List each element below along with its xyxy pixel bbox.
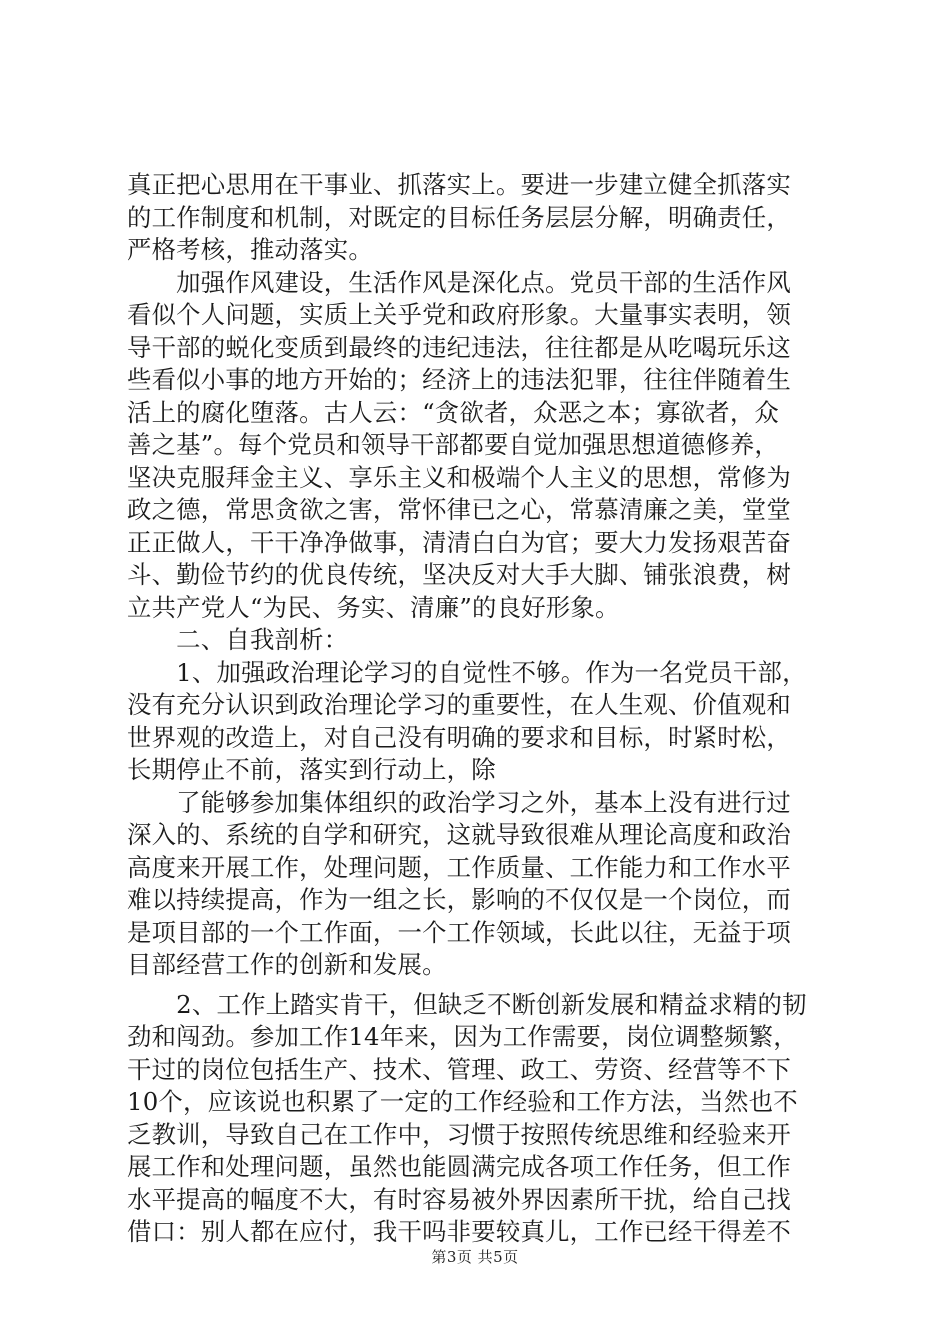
text-line: 立共产党人“为民、务实、清廉”的良好形象。 [127,592,620,622]
text-line: 些看似小事的地方开始的；经济上的违法犯罪，往往伴随着生 [127,365,791,394]
paragraph-spacer [127,982,837,989]
paragraph-point-1-continued [127,787,837,982]
text-line: 看似个人问题，实质上关乎党和政府形象。大量事实表明，领 [127,300,791,329]
text-line: 真正把心思用在干事业、抓落实上。要进一步建立健全抓落实 [127,170,791,199]
document-body [127,169,837,1249]
text-line: 2、工作上踏实肯干，但缺乏不断创新发展和精益求精的韧 [127,989,807,1019]
text-line: 展工作和处理问题，虽然也能圆满完成各项工作任务，但工作 [127,1152,791,1181]
text-line: 干过的岗位包括生产、技术、管理、政工、劳资、经营等不下 [127,1054,791,1084]
text-line: 深入的、系统的自学和研究，这就导致很难从理论高度和政治 [127,820,791,849]
paragraph-lifestyle [127,267,837,625]
text-line: 加强作风建设，生活作风是深化点。党员干部的生活作风 [127,267,791,297]
text-line: 了能够参加集体组织的政治学习之外，基本上没有进行过 [127,787,791,817]
section-heading-self-analysis [127,624,837,657]
text-line: 斗、勤俭节约的优良传统，坚决反对大手大脚、铺张浪费，树 [127,560,791,589]
paragraph-point-1 [127,657,837,787]
text-line: 目部经营工作的创新和发展。 [127,950,447,979]
text-line: 乏教训，导致自己在工作中，习惯于按照传统思维和经验来开 [127,1119,791,1149]
text-line: 的工作制度和机制，对既定的目标任务层层分解，明确责任， [127,202,791,232]
paragraph-closing-first [127,169,837,267]
text-line: 10个，应该说也积累了一定的工作经验和工作方法，当然也不 [127,1087,798,1116]
text-line: 严格考核，推动落实。 [127,235,373,264]
text-line: 劲和闯劲。参加工作14年来，因为工作需要，岗位调整频繁， [127,1022,798,1051]
text-line: 水平提高的幅度不大，有时容易被外界因素所干扰，给自己找 [127,1184,791,1214]
page-number-label: 第3页 共5页 [431,1248,519,1266]
text-line: 高度来开展工作，处理问题，工作质量、工作能力和工作水平 [127,852,791,882]
text-line: 活上的腐化堕落。古人云：“贪欲者，众恶之本；寡欲者，众 [127,397,780,427]
text-line: 世界观的改造上，对自己没有明确的要求和目标，时紧时松， [127,722,791,752]
text-line: 导干部的蜕化变质到最终的违纪违法，往往都是从吃喝玩乐这 [127,332,791,362]
text-line: 是项目部的一个工作面，一个工作领域，长此以往，无益于项 [127,917,791,947]
section-heading: 二、自我剖析： [127,625,349,654]
text-line: 坚决克服拜金主义、享乐主义和极端个人主义的思想，常修为 [127,462,791,492]
text-line: 政之德，常思贪欲之害，常怀律已之心，常慕清廉之美，堂堂 [127,495,791,524]
text-line: 借口：别人都在应付，我干吗非要较真儿，工作已经干得差不 [127,1217,791,1246]
paragraph-point-2 [127,989,837,1249]
text-line: 长期停止不前，落实到行动上，除 [127,755,496,784]
text-line: 没有充分认识到政治理论学习的重要性，在人生观、价值观和 [127,690,791,719]
text-line: 难以持续提高，作为一组之长，影响的不仅仅是一个岗位，而 [127,885,791,914]
text-line: 善之基”。每个党员和领导干部都要自觉加强思想道德修养， [127,430,780,459]
text-line: 1、加强政治理论学习的自觉性不够。作为一名党员干部， [127,657,807,687]
text-line: 正正做人，干干净净做事，清清白白为官；要大力发扬艰苦奋 [127,527,791,557]
page-footer [0,1246,950,1267]
